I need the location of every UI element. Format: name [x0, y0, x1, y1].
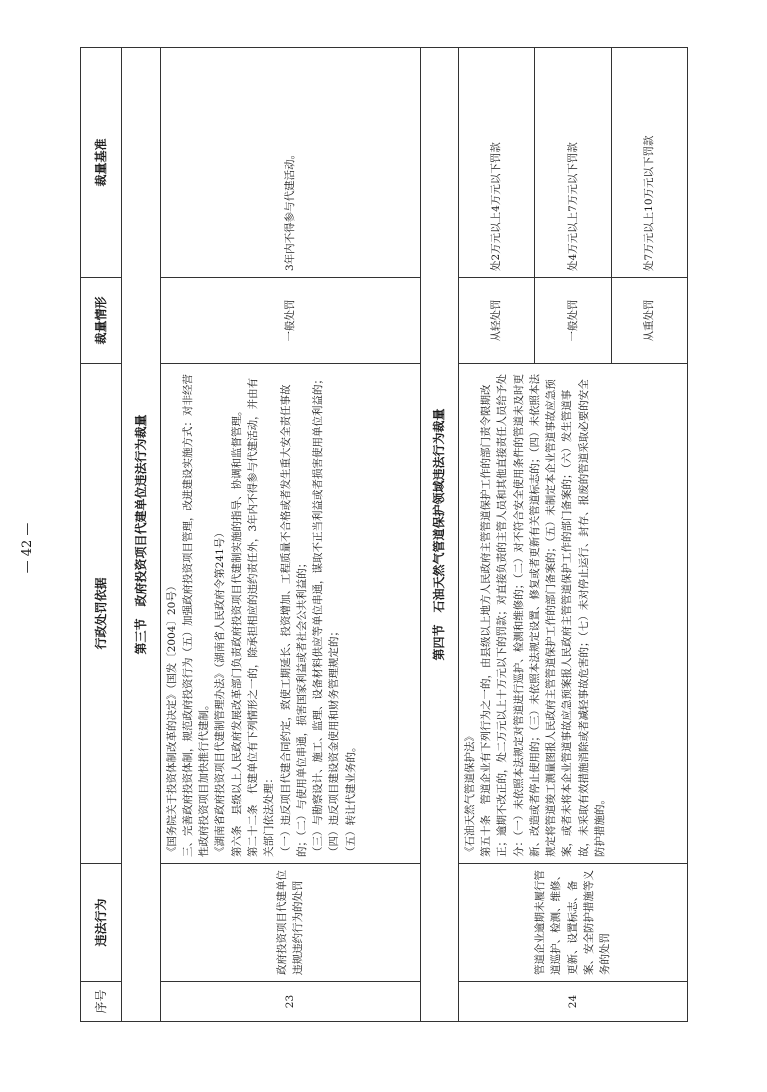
row-23-no: 23 — [160, 982, 420, 1022]
row-23-circumstance: 一般处罚 — [160, 278, 420, 364]
row-24-standard-2: 处4万元以上7万元以下罚款 — [535, 48, 611, 278]
row-23-standard: 3年内不得参与代建活动。 — [160, 48, 420, 278]
section-title-3: 第三节 政府投资项目代建单位违法行为裁量 — [122, 48, 160, 1022]
row-23-basis-line: （五）转让代建业务的。 — [344, 741, 357, 857]
header-violation: 违法行为 — [81, 864, 122, 982]
row-24-no: 24 — [458, 982, 687, 1022]
row-24-standard-3: 处7万元以上10万元以下罚款 — [611, 48, 687, 278]
header-circumstance: 裁量情形 — [81, 278, 122, 364]
penalty-table — [80, 47, 688, 1022]
row-23-basis-line: 第六条 县级以上人民政府发展改革部门负责政府投资项目代建制实施的指导、协调和监督管理。 — [230, 405, 243, 857]
row-23-basis-line: 《湖南省政府投资项目代建制管理办法》（湖南省人民政府令第241号） — [214, 527, 227, 857]
rotated-table-wrapper — [80, 48, 688, 1022]
row-24-circumstance-2: 一般处罚 — [535, 278, 611, 364]
row-24-circumstance-3: 从重处罚 — [611, 278, 687, 364]
header-standard: 裁量基准 — [81, 48, 122, 278]
page-number: — 42 — — [20, 522, 35, 574]
row-24-basis-line: 《石油天然气管道保护法》 — [463, 731, 476, 857]
row-24-circumstance-1: 从轻处罚 — [458, 278, 534, 364]
header-no: 序号 — [81, 982, 122, 1022]
row-23-basis — [160, 364, 420, 864]
row-23-violation: 政府投资项目代建单位违规违约行为的处罚 — [160, 864, 420, 982]
row-24-standard-1: 处2万元以上4万元以下罚款 — [458, 48, 534, 278]
row-24-basis-line: 第五十条 管道企业有下列行为之一的，由县级以上地方人民政府主管管道保护工作的部门责令限期改正；逾期不改正的，处二万元以上十万元以下的罚款；对直接负责的主管人员和其他直接责任人员给予处分：（一）未依照本法规定对管道进行巡护、检测和维修的；（二）对不符合安全使用条件的管道未及时更新、改造或者停止使用的；（三）未依照本法规定设置、修复或者更新有关管道标志的；（四）未依照本法规定将管道竣工测量图报人民政府主管管道保护工作的部门备案的；（五）未制定本企业管道事故应急预案，或者未将本企业管道事故应急预案报人民政府主管管道保护工作的部门备案的；（六）发生管道事故，未采取有效措施消除或者减轻事故危害的；（七）未对停止运行、封存、报废的管道采取必要的安全防护措施的。 — [479, 374, 606, 857]
row-23-basis-line: 第二十二条 代建单位有下列情形之一的，除承担相应的违约责任外，3年内不得参与代建活动，并由有关部门依法处理： — [247, 377, 276, 857]
row-23-basis-line: 《国务院关于投资体制改革的决定》（国发〔2004〕20号） — [165, 580, 178, 857]
section-title-4: 第四节 石油天然气管道保护领域违法行为裁量 — [420, 48, 458, 1022]
row-23-basis-line: （一）违反项目代建合同约定，致使工期延长、投资增加、工程质量不合格或者发生重大安全责任事故的；（二）与使用单位串通，损害国家利益或者社会公共利益的； — [279, 384, 308, 857]
header-basis: 行政处罚依据 — [81, 364, 122, 864]
row-23-basis-line: （四）违反项目建设资金使用和财务管理规定的； — [328, 626, 341, 857]
row-23-basis-line: （三）与勘察设计、施工、监理、设备材料供应等单位串通，谋取不正当利益或者损害使用单位利益的； — [312, 374, 325, 857]
row-24-basis — [458, 364, 687, 864]
row-24-violation: 管道企业逾期未履行管道巡护、检测、维修、更新、设置标志、备案、安全防护措施等义务的处罚 — [458, 864, 687, 982]
row-23-basis-line: 三、完善政府投资体制，规范政府投资行为（五）加强政府投资项目管理，改进建设实施方式：对非经营性政府投资项目加快推行代建制。 — [181, 374, 211, 857]
